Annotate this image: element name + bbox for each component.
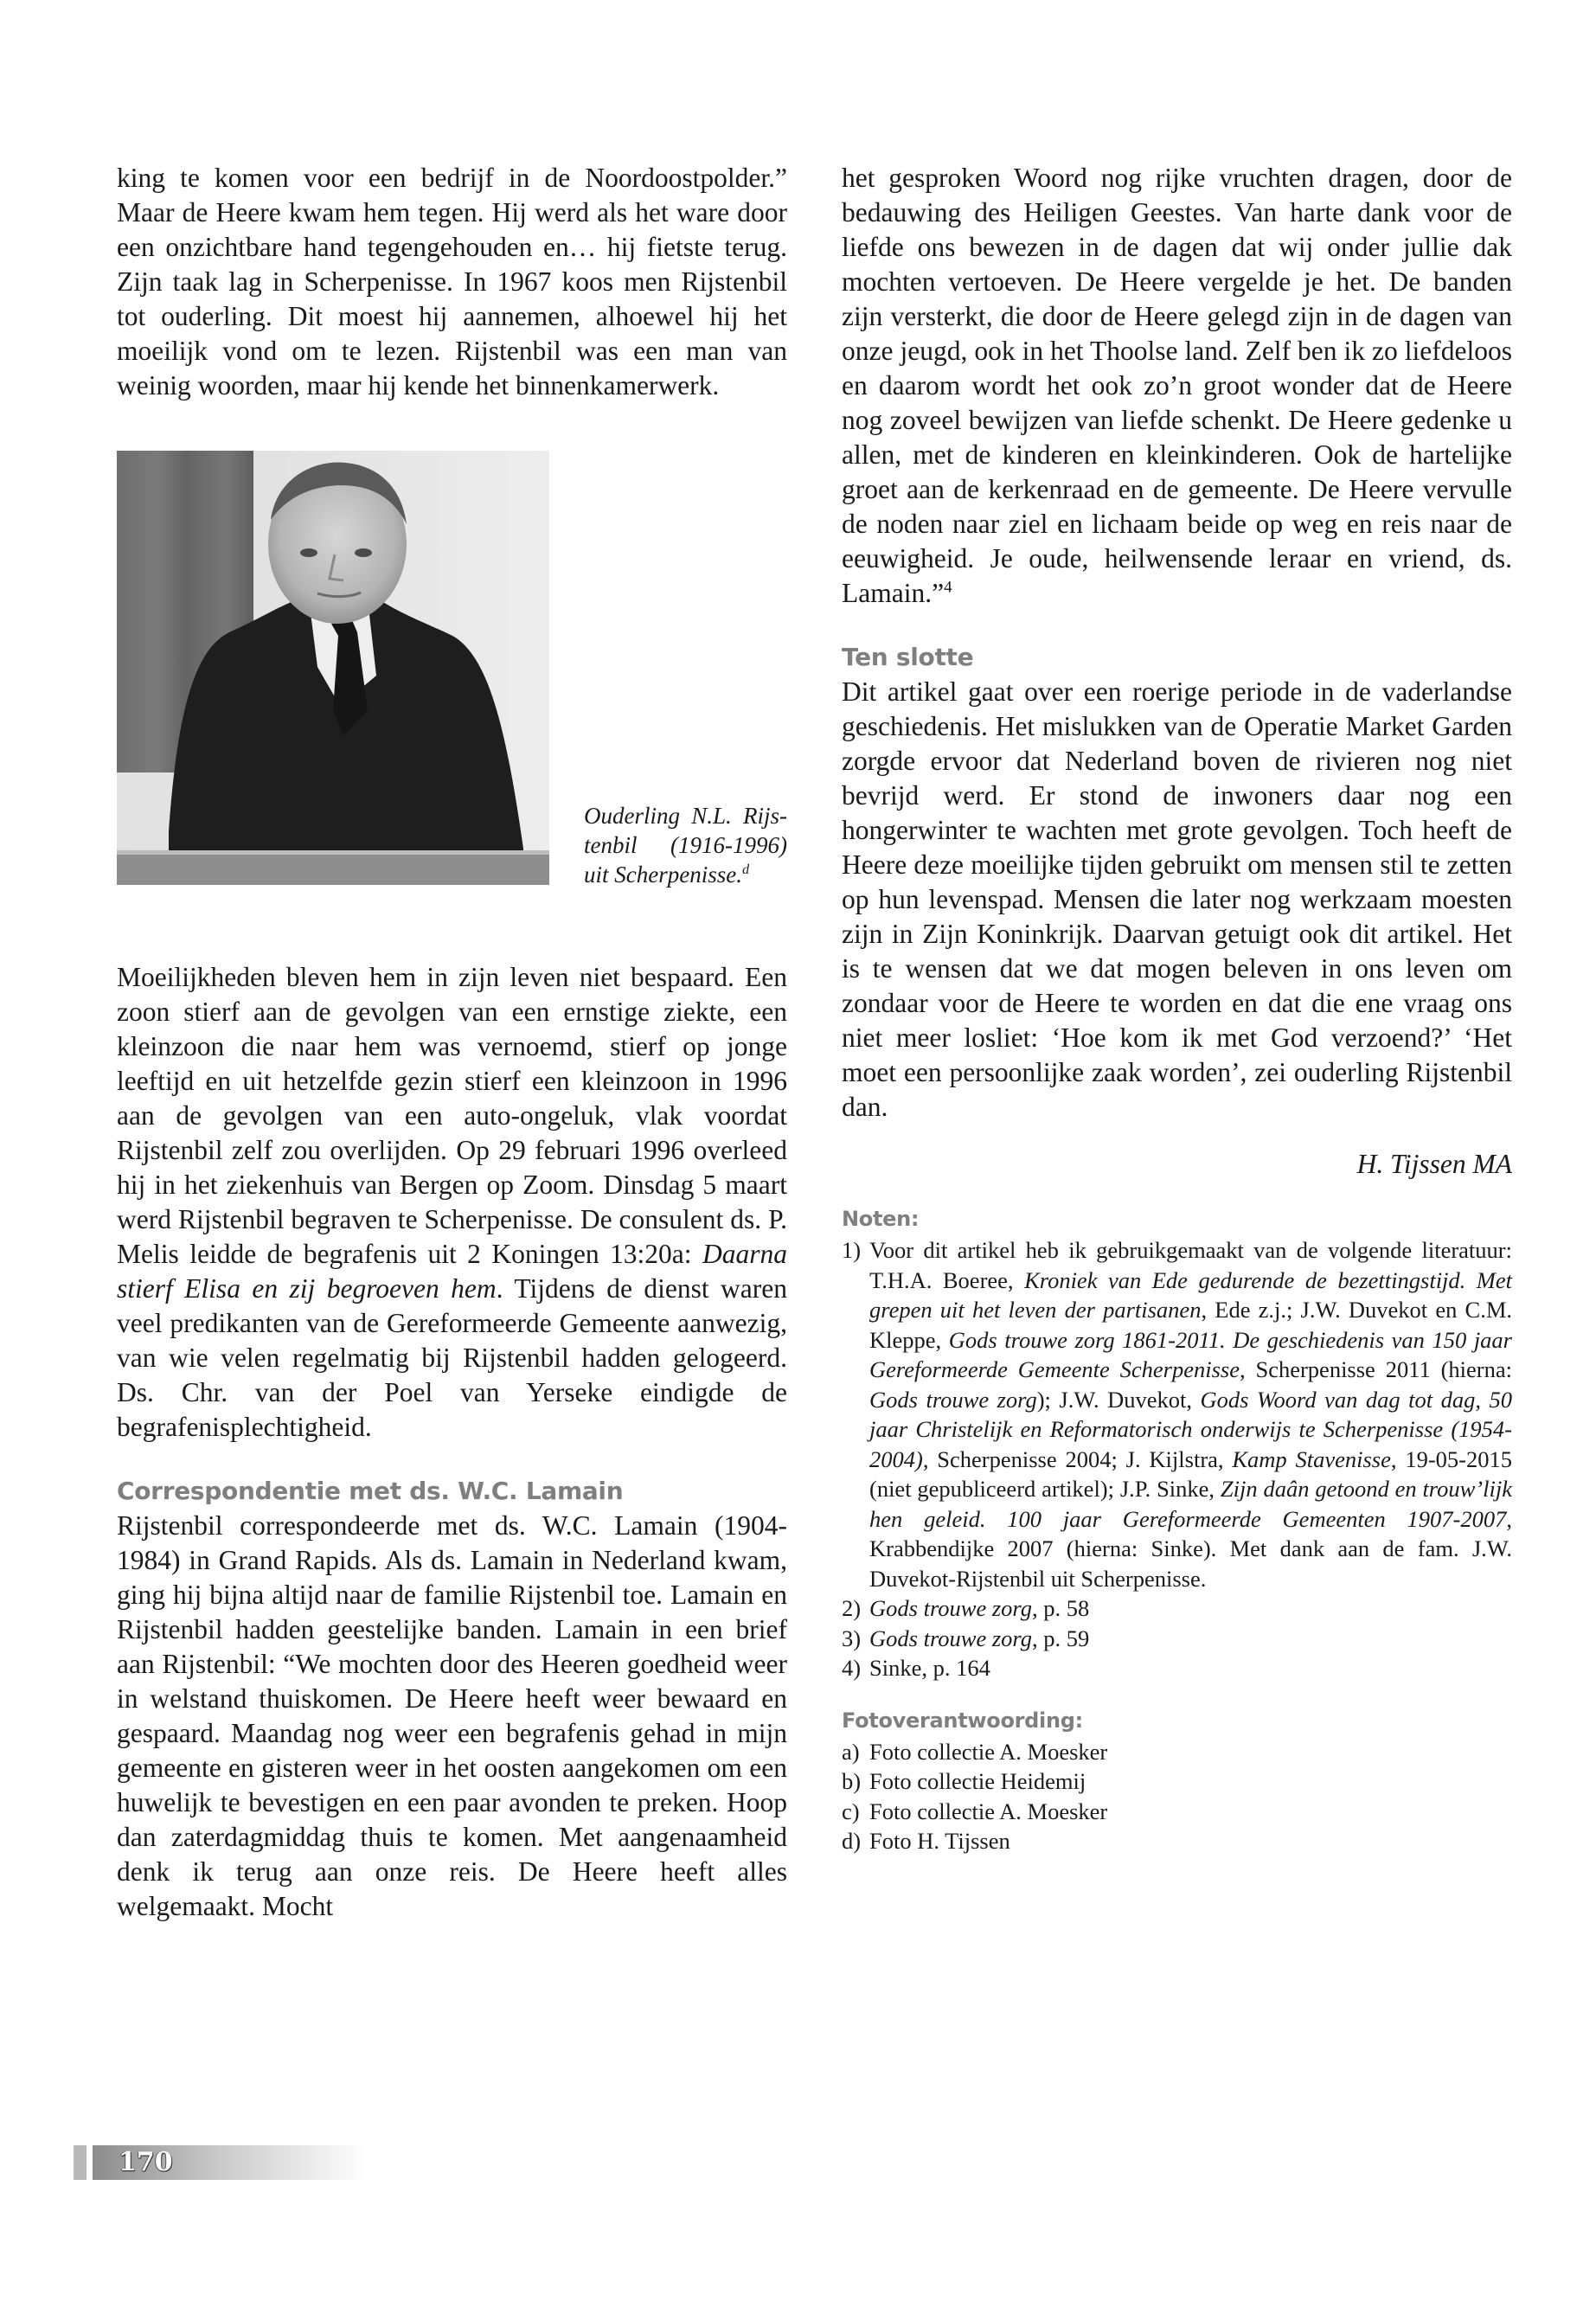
footnote-item: [842, 1593, 1512, 1624]
photo-credit-text: Foto H. Tijssen: [869, 1828, 1010, 1854]
footnote-number: 3): [842, 1625, 862, 1651]
footnote-text: Sinke, p. 164: [869, 1655, 990, 1681]
footer-bar-accent: [74, 2145, 87, 2180]
photo-credit-item: [842, 1737, 1512, 1767]
photo-credit-letter: a): [842, 1738, 860, 1765]
photo-credit-text: Foto collectie A. Moesker: [869, 1738, 1108, 1765]
photo-caption: Ouderling N.L. Rijstenbil (1916-1996) uit Scherpenisse.$^d$: [584, 803, 787, 888]
body-paragraph: Moeilijkheden bleven hem in zijn leven niet bespaard. Een zoon stierf aan de gevolgen van een ernstige ziekte, een kleinzoon die naar hem was vernoemd, stierf op jonge leeftijd en uit hetzelfde gezin stierf een kleinzoon in 1996 aan de gevolgen van een auto-ongeluk, vlak voordat Rijstenbil zelf zou overlijden. Op 29 februari 1996 overleed hij in het ziekenhuis van Bergen op Zoom. Dinsdag 5 maart werd Rijstenbil begraven te Scherpenisse. De consulent ds. P. Melis leidde de begrafenis uit 2 Koningen 13:20a: Daarna stierf Elisa en zij begroeven hem. Tijdens de dienst waren veel predikanten van de Gereformeerde Gemeente aanwezig, van wie velen regelmatig bij Rijstenbil hadden gelogeerd. Ds. Chr. van der Poel van Yerseke eindigde de begrafenisplechtigheid.: [117, 962, 787, 1442]
page-number: 170: [119, 2147, 173, 2177]
footnotes-section: [842, 1204, 1512, 1856]
photo-credit-letter: c): [842, 1798, 860, 1824]
portrait-image-icon: [117, 451, 549, 885]
right-column: [842, 161, 1512, 1856]
footnote-reference: 4: [944, 578, 952, 597]
body-paragraph: het gesproken Woord nog rijke vruchten dragen, door de bedauwing des Heiligen Geestes. Van harte dank voor de liefde ons bewezen in de dagen dat wij onder jullie dak mochten vertoeven. De Heere vergelde je het. De banden zijn versterkt, die door de Heere gelegd zijn in de dagen van onze jeugd, ook in het Thoolse land. Zelf ben ik zo liefdeloos en daarom wordt het ook zo’n groot wonder dat de Heere nog zoveel bewijzen van liefde schenkt. De Heere gedenke u allen, met de kinderen en kleinkinderen. Ook de hartelijke groet aan de kerkenraad en de gemeente. De Heere vervulle de noden naar ziel en lichaam beide op weg en reis naar de eeuwigheid. Je oude, heilwensende leraar en vriend, ds. Lamain.”$^4$: [842, 163, 1512, 608]
footnote-item: [842, 1653, 1512, 1683]
photo-credit-item: [842, 1826, 1512, 1856]
photo-credits-heading: Fotoverantwoording:: [842, 1708, 1083, 1733]
body-paragraph: Dit artikel gaat over een roerige periode in de vaderlandse geschiedenis. Het mislukken van de Operatie Market Garden zorgde ervoor dat Nederland boven de rivieren nog niet bevrijd werd. Er stond de inwoners daar nog een hongerwinter te wachten met grote gevolgen. Toch heeft de Heere deze moeilijke tijden gebruikt om mensen stil te zetten op hun levenspad. Mensen die later nog werkzaam moesten zijn in Zijn Koninkrijk. Daarvan getuigt ook dit artikel. Het is te wensen dat we dat mogen beleven in ons leven om zondaar voor de Heere te worden en dat die ene vraag ons niet meer losliet: ‘Hoe kom ik met God verzoend?’ ‘Het moet een persoonlijke zaak worden’, zei ouderling Rijstenbil dan.: [842, 676, 1512, 1122]
section-heading-correspondence: Correspondentie met ds. W.C. Lamain: [117, 1477, 624, 1505]
portrait-photo: [117, 451, 549, 885]
photo-credits-list: [842, 1737, 1512, 1856]
figure-portrait: [117, 451, 787, 939]
photo-credit-letter: d): [842, 1828, 862, 1854]
page-footer: [74, 2145, 368, 2180]
photo-credit-text: Foto collectie Heidemij: [869, 1768, 1086, 1794]
notes-heading: Noten:: [842, 1207, 920, 1231]
bible-quote: Daarna stierf Elisa en zij begroeven hem: [117, 1239, 787, 1304]
footnote-item: [842, 1624, 1512, 1654]
author-signature: H. Tijssen MA: [1356, 1149, 1512, 1179]
footnote-item: [842, 1235, 1512, 1593]
photo-credit-text: Foto collectie A. Moesker: [869, 1798, 1108, 1824]
left-column: [117, 161, 787, 1924]
footnote-number: 2): [842, 1595, 862, 1621]
photo-credits-section: [842, 1706, 1512, 1856]
footnote-number: 4): [842, 1655, 862, 1681]
caption-reference: d: [741, 862, 750, 877]
section-heading-conclusion: Ten slotte: [842, 643, 974, 671]
body-paragraph: king te komen voor een bedrijf in de Noordoostpolder.” Maar de Heere kwam hem tegen. Hij werd als het ware door een onzichtbare hand tegengehouden en… hij fietste terug. Zijn taak lag in Scherpenisse. In 1967 koos men Rijstenbil tot ouderling. Dit moest hij aannemen, alhoewel hij het moeilijk vond om te lezen. Rijstenbil was een man van weinig woorden, maar hij kende het binnenkamerwerk.: [117, 163, 787, 401]
footnote-number: 1): [842, 1237, 862, 1263]
footnote-text: Voor dit artikel heb ik gebruikgemaakt van de volgende literatuur: T.H.A. Boeree, Kroniek van Ede gedurende de bezettingstijd. Met grepen uit het leven der partisanen, Ede z.j.; J.W. Duvekot en C.M. Kleppe, Gods trouwe zorg 1861-2011. De geschiedenis van 150 jaar Gereformeerde Gemeente Scherpenisse, Scherpenisse 2011 (hierna: Gods trouwe zorg); J.W. Duvekot, Gods Woord van dag tot dag, 50 jaar Christelijk en Reformatorisch onderwijs te Scherpenisse (1954-2004), Scherpenisse 2004; J. Kijlstra, Kamp Stavenisse, 19-05-2015 (niet gepubliceerd artikel); J.P. Sinke, Zijn daân getoond en trouw’lijk hen geleid. 100 jaar Gereformeerde Gemeenten 1907-2007, Krabbendijke 2007 (hierna: Sinke). Met dank aan de fam. J.W. Duvekot-Rijstenbil uit Scherpenisse.: [869, 1237, 1513, 1592]
photo-credit-item: [842, 1797, 1512, 1827]
body-paragraph: Rijstenbil correspondeerde met ds. W.C. Lamain (1904-1984) in Grand Rapids. Als ds. Lamain in Nederland kwam, ging hij bijna altijd naar de familie Rijstenbil toe. Lamain en Rijstenbil hadden geestelijke banden. Lamain in een brief aan Rijstenbil: “We mochten door des Heeren goedheid weer in welstand thuiskomen. De Heere heeft weer bewaard en gespaard. Maandag nog weer een begrafenis gehad in mijn gemeente en gisteren weer in het oosten aangekomen om een huwelijk te bevestigen en een paar avonden te preken. Hoop dan zaterdagmiddag thuis te komen. Met aangenaamheid denk ik terug aan onze reis. De Heere heeft alles welgemaakt. Mocht: [117, 1510, 787, 1921]
photo-credit-item: [842, 1766, 1512, 1797]
footnote-text: Gods trouwe zorg, p. 59: [869, 1625, 1090, 1651]
photo-credit-letter: b): [842, 1768, 862, 1794]
footnote-text: Gods trouwe zorg, p. 58: [869, 1595, 1090, 1621]
footnotes-list: [842, 1235, 1512, 1683]
